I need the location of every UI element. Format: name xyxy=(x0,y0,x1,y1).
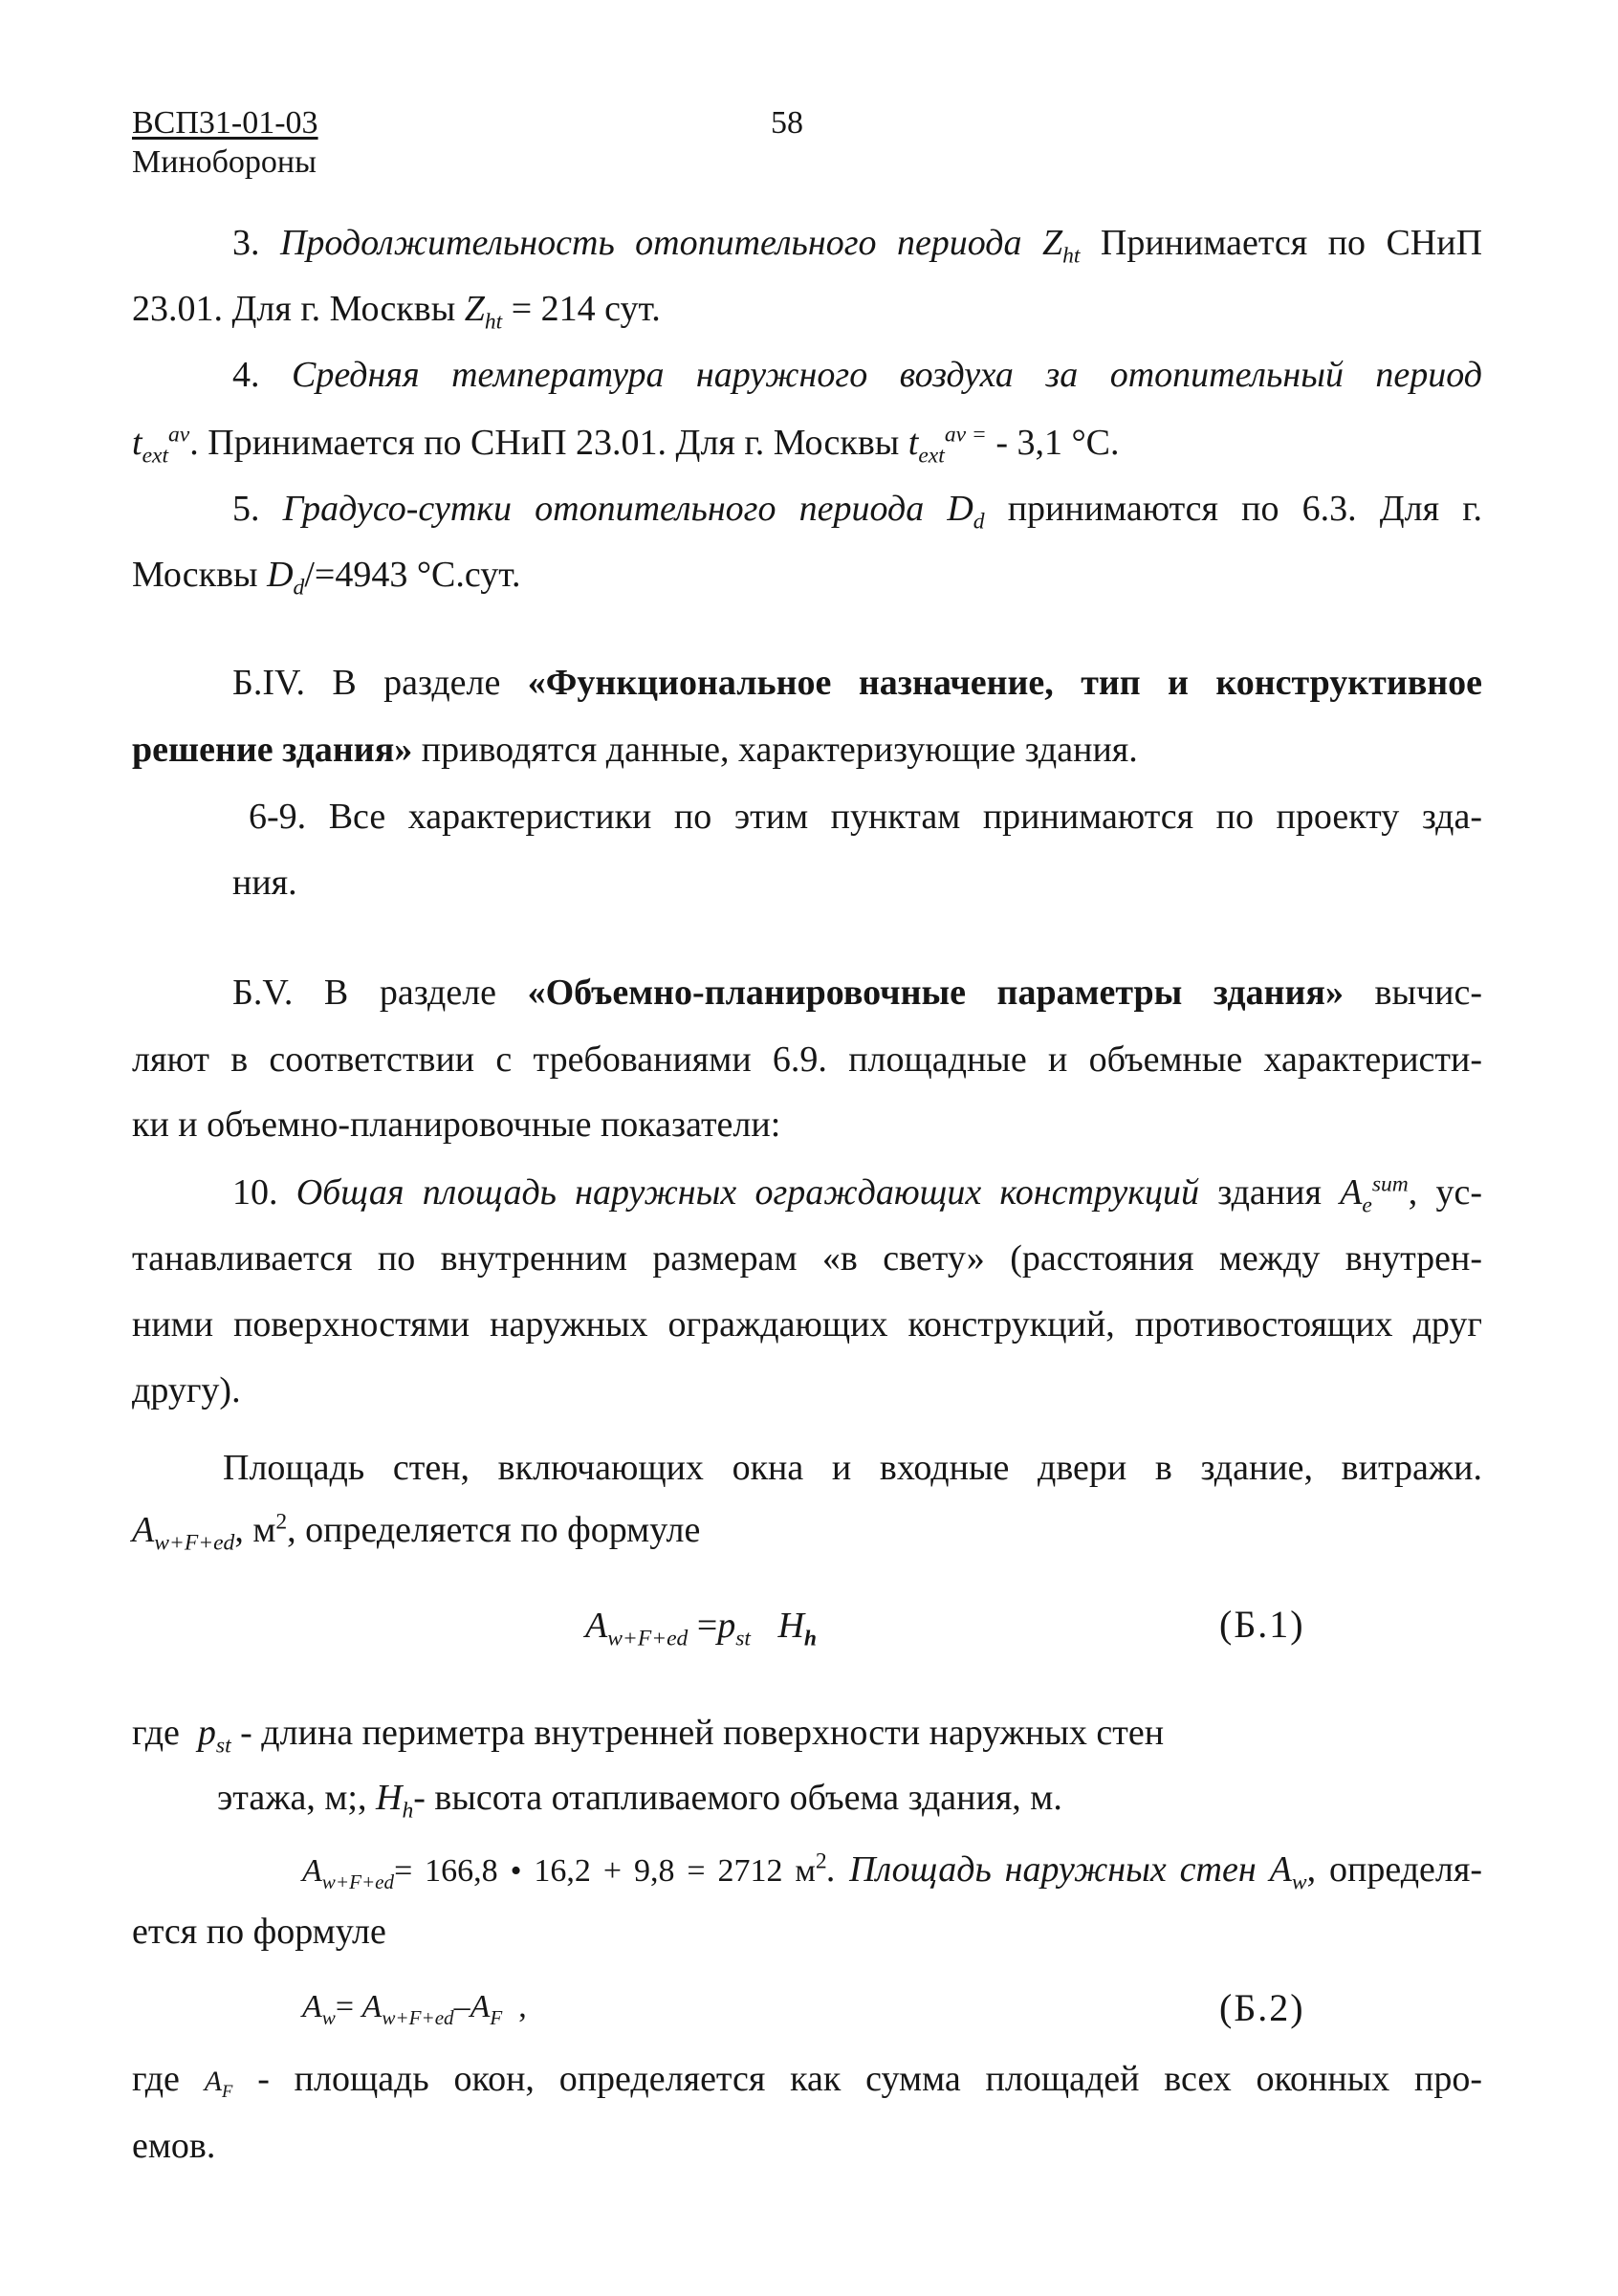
section-label: Б.V. В разделе xyxy=(232,973,497,1013)
section-iv-line2 xyxy=(132,730,1482,772)
symbol-sub: d xyxy=(293,575,305,601)
symbol: Z xyxy=(1041,223,1063,263)
formula-symbol: p xyxy=(717,1606,736,1646)
text: Принимается по СНиП xyxy=(1100,223,1483,263)
formula-sub: w+F+ed xyxy=(382,2005,454,2029)
walls-line1: Площадь стен, включающих окна и входные двери в здание, витражи. xyxy=(223,1448,1482,1488)
formula-sub: w+F+ed xyxy=(607,1626,689,1651)
text: здания xyxy=(1217,1172,1322,1213)
document-code: ВСП31-01-03 xyxy=(132,105,318,141)
item-title: Средняя температура наружного воздуха за отопительный период xyxy=(291,355,1482,395)
item3-line2 xyxy=(132,289,1482,335)
item4-line1 xyxy=(232,355,1482,397)
symbol: Z xyxy=(464,289,485,329)
section-title: решение здания» xyxy=(132,730,413,770)
formula-sub: st xyxy=(735,1626,751,1651)
symbol-sub: F xyxy=(222,2082,233,2102)
item-number: 3. xyxy=(232,223,260,263)
formula-symbol: A xyxy=(585,1606,608,1646)
symbol: p xyxy=(197,1713,216,1753)
text: , определя- xyxy=(1306,1849,1483,1890)
section-v-line1 xyxy=(232,973,1482,1015)
symbol-sub: w+F+ed xyxy=(154,1530,235,1556)
symbol-sub: d xyxy=(973,509,985,535)
item10-line1 xyxy=(232,1171,1483,1218)
text: , ус- xyxy=(1408,1172,1483,1213)
text: . Принимается по СНиП 23.01. Для г. Москвы xyxy=(189,423,900,463)
item-number: 10. xyxy=(232,1172,278,1213)
formula-symbol: H xyxy=(777,1606,804,1646)
symbol-sub: ht xyxy=(1062,243,1081,269)
symbol-sub: w+F+ed xyxy=(321,1870,395,1893)
section-v-line3: ки и объемно-планировочные показатели: xyxy=(132,1104,781,1145)
text: где xyxy=(132,2059,180,2099)
calc1-line2: ется по формуле xyxy=(132,1912,386,1952)
item69-line2: ния. xyxy=(232,863,297,903)
where1-line2 xyxy=(217,1778,1567,1824)
symbol: A xyxy=(132,1510,155,1550)
symbol: A xyxy=(302,1853,322,1889)
item-title: Градусо-сутки отопительного периода xyxy=(282,489,925,529)
text: вычис- xyxy=(1374,973,1482,1013)
formula-b1 xyxy=(585,1606,818,1651)
item4-line2 xyxy=(132,422,1482,469)
text: , определяется по формуле xyxy=(287,1510,701,1550)
section-title: «Объемно-планировочные параметры здания» xyxy=(527,973,1344,1013)
walls-line2 xyxy=(132,1509,1482,1556)
symbol-sup: av xyxy=(168,422,190,448)
symbol: A xyxy=(1269,1849,1292,1890)
text: принимаются по 6.3. Для г. xyxy=(1007,489,1482,529)
text: где xyxy=(132,1713,180,1753)
symbol-sup: av = xyxy=(944,422,987,448)
symbol-sub: h xyxy=(402,1798,414,1824)
formula-punct: , xyxy=(518,1989,527,2024)
where2-line2: емов. xyxy=(132,2126,216,2166)
section-v-line2: ляют в соответствии с требованиями 6.9. площадные и объемные характеристи- xyxy=(132,1039,1482,1080)
formula-sub: w xyxy=(321,2005,336,2029)
text: этажа, м;, xyxy=(217,1778,367,1818)
symbol-sub: ext xyxy=(142,443,169,469)
symbol: H xyxy=(375,1778,403,1818)
symbol-sub: st xyxy=(215,1733,231,1759)
section-iv-line1 xyxy=(232,663,1482,705)
equation-number-b1: (Б.1) xyxy=(1219,1603,1305,1646)
text: - площадь окон, определяется как сумма площадей всех оконных про- xyxy=(257,2059,1483,2099)
formula-sub: F xyxy=(490,2005,503,2029)
item-title: Продолжительность отопительного периода xyxy=(279,223,1022,263)
item-title: Общая площадь наружных ограждающих конструкций xyxy=(295,1172,1200,1213)
text: - высота отапливаемого объема здания, м. xyxy=(413,1778,1062,1818)
section-title: «Функциональное назначение, тип и конструктивное xyxy=(527,663,1482,703)
text: 23.01. Для г. Москвы xyxy=(132,289,456,329)
calc-expression: = 166,8 • 16,2 + 9,8 = 2712 м xyxy=(394,1853,816,1889)
calc-sup: 2 xyxy=(815,1848,827,1874)
symbol: A xyxy=(204,2066,223,2097)
item-number: 5. xyxy=(232,489,260,529)
where1-line1 xyxy=(132,1713,1482,1759)
text: Москвы xyxy=(132,555,258,595)
where2-line1 xyxy=(132,2059,1482,2101)
text: = 214 сут. xyxy=(511,289,661,329)
symbol: D xyxy=(267,555,294,595)
item10-line2: танавливается по внутренним размерам «в свету» (расстояния между внутрен- xyxy=(132,1238,1482,1279)
text: приводятся данные, характеризующие здания. xyxy=(421,730,1138,770)
item5-line1 xyxy=(232,489,1482,535)
formula-operator: – xyxy=(453,1989,470,2024)
calc1-line1 xyxy=(302,1848,1483,1895)
text: - 3,1 °С. xyxy=(995,423,1120,463)
item-number: 4. xyxy=(232,355,260,395)
symbol-sub: e xyxy=(1362,1192,1372,1218)
formula-symbol: A xyxy=(470,1989,491,2024)
symbol-sub: w xyxy=(1291,1870,1307,1895)
formula-operator: = xyxy=(696,1606,718,1646)
formula-operator: = xyxy=(335,1989,355,2024)
symbol-sub: ext xyxy=(918,443,945,469)
symbol: D xyxy=(947,489,973,529)
document-organization: Минобороны xyxy=(132,144,317,180)
symbol: A xyxy=(1340,1172,1363,1213)
item10-line4: другу). xyxy=(132,1370,241,1410)
page-number: 58 xyxy=(771,105,803,141)
symbol-sub: ht xyxy=(484,309,503,335)
formula-symbol: A xyxy=(302,1989,322,2024)
formula-sub: h xyxy=(803,1626,818,1651)
item5-line2 xyxy=(132,555,1482,601)
item3-line1 xyxy=(232,223,1483,269)
symbol: t xyxy=(132,423,142,463)
text: - длина периметра внутренней поверхности наружных стен xyxy=(240,1713,1165,1753)
formula-symbol: A xyxy=(361,1989,383,2024)
symbol-sup: sum xyxy=(1371,1171,1409,1197)
equation-number-b2: (Б.2) xyxy=(1219,1986,1305,2029)
section-label: Б.IV. В разделе xyxy=(232,663,501,703)
symbol: t xyxy=(907,423,919,463)
item10-line3: ними поверхностями наружных ограждающих конструкций, противостоящих друг xyxy=(132,1304,1482,1345)
text: /=4943 °С.сут. xyxy=(304,555,521,595)
item69-line1: 6-9. Все характеристики по этим пунктам принимаются по проекту зда- xyxy=(249,797,1482,837)
unit-sup: 2 xyxy=(275,1509,288,1535)
unit: , м xyxy=(234,1510,276,1550)
calc-title: . Площадь наружных стен xyxy=(826,1849,1257,1890)
formula-b2 xyxy=(302,1989,527,2029)
